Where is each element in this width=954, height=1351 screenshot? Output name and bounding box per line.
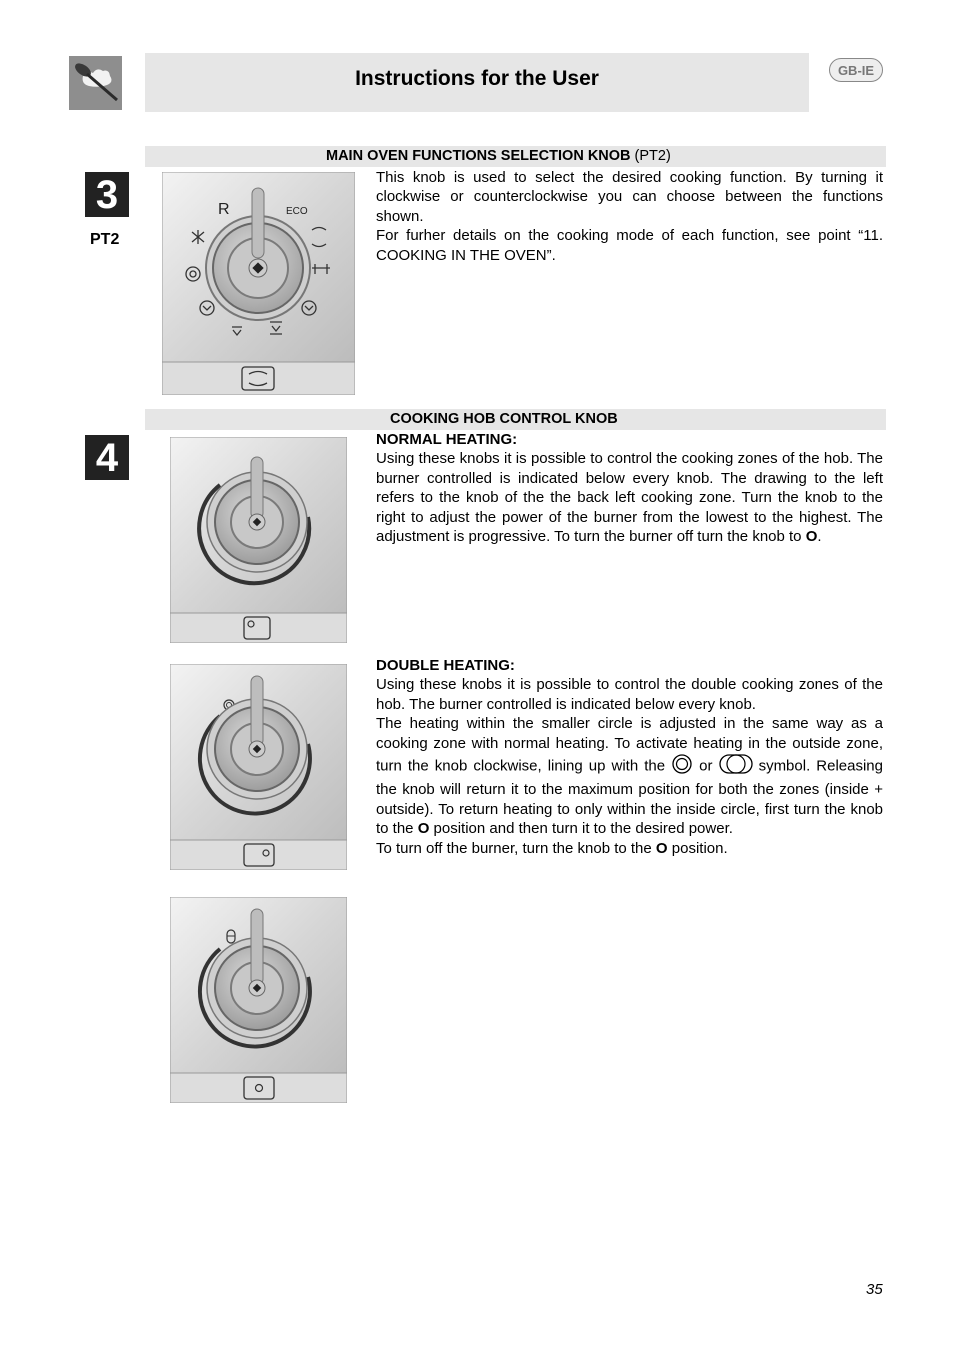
off-symbol: O	[655, 839, 668, 857]
off-symbol: O	[417, 820, 430, 838]
language-badge: GB-IE	[829, 58, 883, 82]
spoon-chef-hat-icon	[69, 56, 122, 110]
knob-label-eco: ECO	[286, 206, 308, 217]
section-4-title: COOKING HOB CONTROL KNOB	[390, 411, 618, 427]
oval-heating-knob-image	[170, 897, 347, 1108]
knob-label-r: R	[218, 201, 230, 218]
off-symbol: O	[805, 528, 818, 546]
normal-heating-knob-image	[170, 437, 347, 648]
normal-heating-description: NORMAL HEATING: Using these knobs it is possible to control the cooking zones of the hob. The burner controlled is indicated below every knob. The drawing to the left refers to the knob of the the back left cooking zone. Turn the knob to the right to adjust the power of the burner from the lowest to the highest. The adjustment is progressive. To turn the burner off turn the knob to O.	[376, 431, 883, 546]
brand-logo	[69, 56, 122, 110]
section-3-description	[376, 168, 883, 265]
section-4-number: 4	[85, 435, 129, 480]
section-3-title	[326, 146, 671, 167]
knob-code-label: PT2	[90, 231, 120, 248]
oven-function-knob-image	[162, 172, 355, 400]
double-ring-symbol-icon	[671, 753, 693, 780]
double-heating-knob-image	[170, 664, 347, 875]
page-title: Instructions for the User	[355, 67, 599, 90]
normal-heating-heading: NORMAL HEATING:	[376, 431, 518, 448]
section-3-title-bold: MAIN OVEN FUNCTIONS SELECTION KNOB	[326, 148, 631, 164]
double-heating-description: DOUBLE HEATING: Using these knobs it is possible to control the double cooking zones of the hob. The burner controlled is indicated below every knob. The heating within the smaller circle is adjusted in the same way as a cooking zone with normal heating. To activate heating in the outside zone, turn the knob clockwise, lining up with the or symbol. Releasing the knob will return it to the maximum position for both the zones (inside + outside). To return heating to only within the inside circle, first turn the knob to the O position and then turn it to the desired power. To turn off the burner, turn the knob to the O position.	[376, 657, 883, 857]
page-number: 35	[866, 1281, 883, 1298]
double-heating-heading: DOUBLE HEATING:	[376, 657, 515, 674]
section-3-paragraph: For furher details on the cooking mode of each function, see point “11. COOKING IN THE OVEN”.	[376, 227, 883, 264]
section-3-title-suffix: (PT2)	[630, 148, 671, 164]
section-3-paragraph: This knob is used to select the desired cooking function. By turning it clockwise or counterclockwise you can choose between the functions shown.	[376, 169, 883, 225]
section-3-number: 3	[85, 172, 129, 217]
double-oval-symbol-icon	[719, 753, 753, 780]
